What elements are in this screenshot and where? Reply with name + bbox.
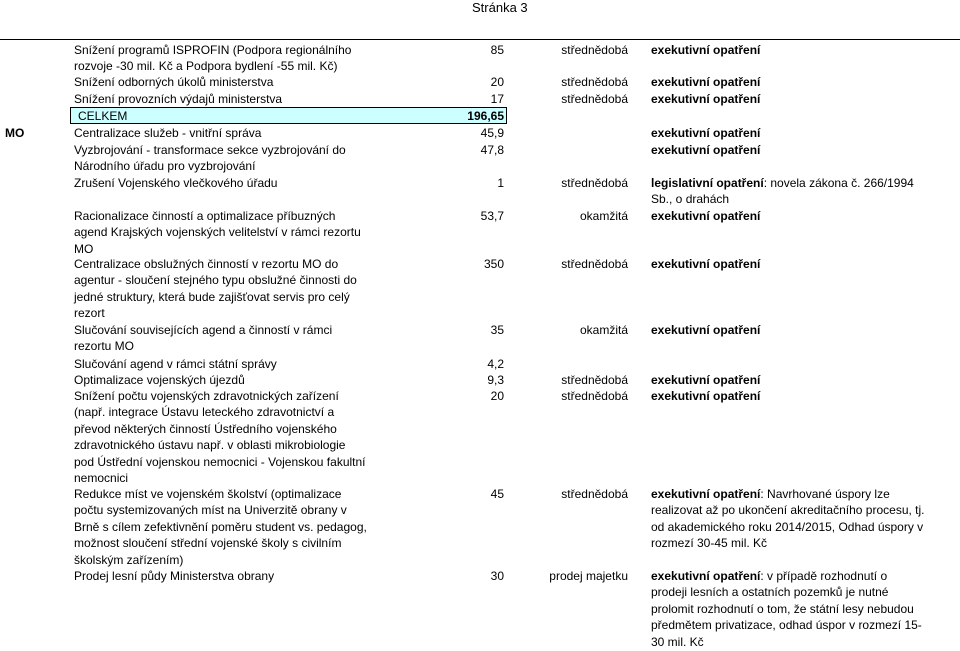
description-line: Racionalizace činností a optimalizace příbuzných bbox=[74, 209, 336, 223]
saving-amount: 30 bbox=[490, 569, 504, 583]
measure-term: střednědobá bbox=[561, 257, 628, 271]
measure-description bbox=[74, 91, 404, 107]
type-bold: exekutivní opatření bbox=[651, 257, 761, 271]
measure-term: prodej majetku bbox=[549, 569, 628, 583]
description-line: Prodej lesní půdy Ministerstva obrany bbox=[74, 569, 275, 583]
measure-type bbox=[651, 388, 956, 404]
type-bold: exekutivní opatření bbox=[651, 75, 761, 89]
description-line: Zrušení Vojenského vlečkového úřadu bbox=[74, 176, 278, 190]
description-line: Slučování agend v rámci státní správy bbox=[74, 357, 277, 371]
measure-term: okamžitá bbox=[579, 323, 628, 337]
type-line bbox=[651, 42, 956, 58]
type-note-line: rozmezí 30-45 mil. Kč bbox=[651, 536, 768, 551]
type-bold: legislativní opatření bbox=[651, 176, 764, 190]
saving-amount: 350 bbox=[483, 257, 504, 271]
description-line: nemocnici bbox=[74, 471, 129, 486]
description-line: (např. integrace Ústavu leteckého zdravotnictví a bbox=[74, 405, 335, 420]
description-line: CELKEM bbox=[78, 109, 128, 123]
description-line: zdravotnického ústavu např. v oblasti mikrobiologie bbox=[74, 438, 346, 453]
type-line bbox=[651, 486, 956, 502]
type-note-line: od akademického roku 2014/2015, Odhad úspory v bbox=[651, 519, 924, 534]
type-bold: exekutivní opatření bbox=[651, 323, 761, 337]
saving-amount: 53,7 bbox=[480, 209, 504, 223]
measure-description bbox=[74, 388, 404, 486]
type-bold: exekutivní opatření bbox=[651, 43, 761, 57]
type-note-line: prodeji lesních a ostatních pozemků je nutné bbox=[651, 585, 889, 600]
description-line: Snížení provozních výdajů ministerstva bbox=[74, 92, 283, 106]
measure-term: okamžitá bbox=[579, 209, 628, 223]
type-line bbox=[651, 91, 956, 107]
description-line: školským zařízením) bbox=[74, 552, 184, 567]
measure-type bbox=[651, 256, 956, 272]
saving-amount: 20 bbox=[490, 75, 504, 89]
measure-description bbox=[74, 175, 404, 191]
description-line: Snížení programů ISPROFIN (Podpora regionálního bbox=[74, 43, 352, 57]
type-bold: exekutivní opatření bbox=[651, 569, 761, 583]
type-bold: exekutivní opatření bbox=[651, 373, 761, 387]
type-note-line: realizovat až po ukončení akreditačního procesu, tj. bbox=[651, 503, 925, 518]
measure-description bbox=[74, 208, 404, 257]
description-line: převod některých činností Ústředního vojenského bbox=[74, 421, 337, 436]
description-line: Vyzbrojování - transformace sekce vyzbrojování do bbox=[74, 143, 346, 157]
description-line: Centralizace obslužných činností v rezortu MO do bbox=[74, 257, 339, 271]
saving-amount: 20 bbox=[490, 389, 504, 403]
page-number-label: Stránka 3 bbox=[472, 0, 528, 15]
measure-description bbox=[74, 142, 404, 175]
saving-amount: 4,2 bbox=[487, 357, 504, 371]
header-divider bbox=[0, 39, 960, 40]
type-bold: exekutivní opatření bbox=[651, 143, 761, 157]
description-line: agentur - sloučení stejného typu obslužné činnosti do bbox=[74, 273, 357, 288]
type-line bbox=[651, 142, 956, 158]
measure-type bbox=[651, 125, 956, 141]
type-bold: exekutivní opatření bbox=[651, 92, 761, 106]
measure-term: střednědobá bbox=[561, 176, 628, 190]
measure-description bbox=[74, 568, 404, 584]
saving-amount: 45 bbox=[490, 487, 504, 501]
type-note-line: prolomit rozhodnutí o tom, že státní lesy nebudou bbox=[651, 601, 914, 616]
saving-amount: 17 bbox=[490, 92, 504, 106]
saving-amount: 9,3 bbox=[487, 373, 504, 387]
measure-description bbox=[74, 256, 404, 322]
description-line: Centralizace služeb - vnitřní správa bbox=[74, 126, 262, 140]
type-bold: exekutivní opatření bbox=[651, 487, 761, 501]
measure-description bbox=[74, 125, 404, 141]
measure-term: střednědobá bbox=[561, 92, 628, 106]
description-line: počtu systemizovaných míst na Univerzitě obrany v bbox=[74, 503, 347, 518]
measure-description bbox=[74, 42, 404, 75]
saving-amount: 35 bbox=[490, 323, 504, 337]
saving-amount: 196,65 bbox=[467, 109, 504, 123]
description-line: rezortu MO bbox=[74, 339, 135, 354]
type-note: : v případě rozhodnutí o bbox=[760, 569, 888, 583]
description-line: Snížení odborných úkolů ministerstva bbox=[74, 75, 274, 89]
description-line: MO bbox=[74, 241, 94, 256]
type-line bbox=[651, 208, 956, 224]
description-line: Snížení počtu vojenských zdravotnických zařízení bbox=[74, 389, 339, 403]
description-line: rozvoje -30 mil. Kč a Podpora bydlení -55 mil. Kč) bbox=[74, 59, 338, 74]
type-line bbox=[651, 74, 956, 90]
type-line bbox=[651, 568, 956, 584]
measure-type bbox=[651, 74, 956, 90]
description-line: Národního úřadu pro vyzbrojování bbox=[74, 159, 256, 174]
measure-type bbox=[651, 322, 956, 338]
measure-type bbox=[651, 175, 956, 208]
type-line bbox=[651, 322, 956, 338]
type-note-line: 30 mil. Kč bbox=[651, 634, 704, 649]
section-label: MO bbox=[5, 126, 25, 140]
measure-type bbox=[651, 91, 956, 107]
type-line bbox=[651, 372, 956, 388]
measure-term: střednědobá bbox=[561, 43, 628, 57]
saving-amount: 47,8 bbox=[480, 143, 504, 157]
measure-term: střednědobá bbox=[561, 487, 628, 501]
type-note-line: Sb., o drahách bbox=[651, 192, 730, 207]
type-bold: exekutivní opatření bbox=[651, 126, 761, 140]
description-line: Optimalizace vojenských újezdů bbox=[74, 373, 245, 387]
measure-type bbox=[651, 208, 956, 224]
description-line: Slučování souvisejících agend a činností v rámci bbox=[74, 323, 333, 337]
type-line bbox=[651, 388, 956, 404]
description-line: jedné struktury, která bude zajišťovat servis pro celý bbox=[74, 289, 350, 304]
type-bold: exekutivní opatření bbox=[651, 209, 761, 223]
measure-description bbox=[74, 356, 404, 372]
description-line: agend Krajských vojenských velitelství v rámci rezortu bbox=[74, 225, 361, 240]
measure-description bbox=[74, 486, 404, 568]
description-line: Redukce míst ve vojenském školství (optimalizace bbox=[74, 487, 342, 501]
type-note: : Navrhované úspory lze bbox=[760, 487, 890, 501]
measure-type bbox=[651, 42, 956, 58]
measure-term: střednědobá bbox=[561, 373, 628, 387]
measure-description bbox=[78, 108, 408, 124]
measure-type bbox=[651, 568, 956, 650]
description-line: Brně s cílem zefektivnění poměru student vs. pedagog, bbox=[74, 519, 367, 534]
saving-amount: 1 bbox=[497, 176, 504, 190]
measure-type bbox=[651, 372, 956, 388]
type-line bbox=[651, 125, 956, 141]
measure-type bbox=[651, 142, 956, 158]
type-note-line: předmětem privatizace, odhad úspor v rozmezí 15- bbox=[651, 618, 922, 633]
measure-type bbox=[651, 486, 956, 552]
measure-description bbox=[74, 372, 404, 388]
type-note: : novela zákona č. 266/1994 bbox=[763, 176, 914, 190]
description-line: pod Ústřední vojenskou nemocnici - Vojenskou fakultní bbox=[74, 454, 366, 469]
measure-description bbox=[74, 322, 404, 355]
type-bold: exekutivní opatření bbox=[651, 389, 761, 403]
description-line: rezort bbox=[74, 306, 105, 321]
description-line: možnost sloučení střední vojenské školy s civilním bbox=[74, 536, 342, 551]
measure-term: střednědobá bbox=[561, 75, 628, 89]
type-line bbox=[651, 256, 956, 272]
measure-term: střednědobá bbox=[561, 389, 628, 403]
measure-description bbox=[74, 74, 404, 90]
saving-amount: 45,9 bbox=[480, 126, 504, 140]
saving-amount: 85 bbox=[490, 43, 504, 57]
type-line bbox=[651, 175, 956, 191]
